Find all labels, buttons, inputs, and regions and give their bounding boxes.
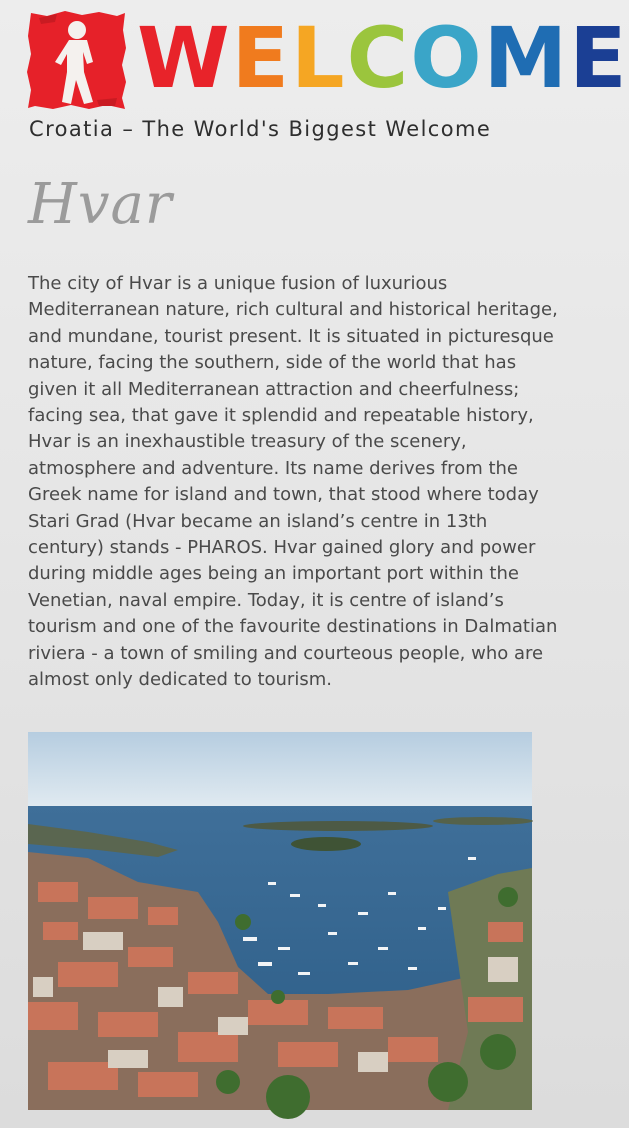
logo-letter: W: [137, 9, 232, 107]
hvar-harbor-photo: [28, 732, 532, 1110]
logo-letter: C: [346, 9, 411, 107]
tagline: Croatia – The World's Biggest Welcome: [29, 117, 492, 141]
welcome-logo[interactable]: [27, 9, 629, 110]
logo-letter: L: [291, 9, 347, 107]
logo-letter: E: [231, 9, 292, 107]
page-title: Hvar: [28, 172, 173, 237]
logo-letter: M: [483, 9, 570, 107]
logo-letter: O: [410, 9, 484, 107]
hvar-description: The city of Hvar is a unique fusion of luxurious Mediterranean nature, rich cultural and historical heritage, and mundane, tourist present. It is situated in picturesque nature, facing the southern, side of the world that has given it all Mediterranean attraction and cheerfulness; facing sea, that gave it splendid and repeatable history, Hvar is an inexhaustible treasury of the scenery, atmosphere and adventure. Its name derives from the Greek name for island and town, that stood where today Stari Grad (Hvar became an island’s centre in 13th century) stands - PHAROS. Hvar gained glory and power during middle ages being an important port within the Venetian, naval empire. Today, it is centre of island’s tourism and one of the favourite destinations in Dalmatian riviera - a town of smiling and courteous people, who are almost only dedicated to tourism.: [28, 273, 558, 691]
logo-letter: E: [569, 9, 629, 107]
walking-man-icon: [27, 10, 127, 110]
logo-wordmark: [137, 8, 629, 108]
